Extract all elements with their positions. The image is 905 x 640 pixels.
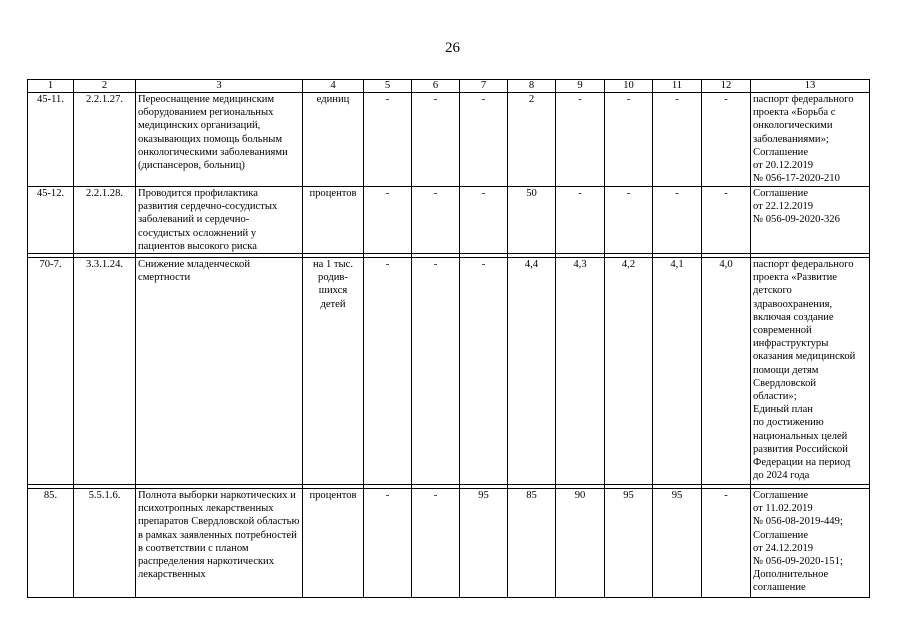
item-code: 2.2.1.27. — [74, 93, 136, 187]
unit-line: на 1 тыс. — [312, 259, 354, 271]
table-row — [28, 187, 870, 254]
source-line: Соглашение — [753, 188, 809, 199]
source-line: Соглашение — [753, 490, 809, 502]
value-cell: - — [364, 258, 412, 485]
source-line: соглашение — [753, 582, 806, 594]
unit: единиц — [303, 93, 364, 187]
source-line: современной — [753, 325, 812, 337]
value-cell: - — [605, 93, 653, 187]
item-code: 2.2.1.28. — [74, 187, 136, 254]
data-table — [27, 79, 870, 598]
source-line: национальных целей — [753, 430, 848, 442]
source-line: оказания медицинской — [753, 351, 856, 363]
source-line: до 2024 года — [753, 470, 810, 482]
item-code: 5.5.1.6. — [74, 489, 136, 598]
source-line: Дополнительное — [753, 569, 829, 581]
source-line: Соглашение — [753, 146, 809, 158]
source-line: № 056-09-2020-326 — [753, 214, 840, 226]
source-document — [751, 258, 870, 485]
header-cell: 11 — [653, 80, 702, 93]
value-cell: - — [556, 187, 605, 254]
value-cell: 85 — [508, 489, 556, 598]
value-cell: - — [412, 93, 460, 187]
source-line: заболеваниями»; — [753, 133, 829, 145]
unit-line: детей — [320, 298, 346, 310]
source-line: инфраструктуры — [753, 338, 829, 350]
value-cell: 4,4 — [508, 258, 556, 485]
value-cell: - — [702, 187, 751, 254]
unit: процентов — [303, 187, 364, 254]
value-cell: - — [702, 93, 751, 187]
table-row — [28, 489, 870, 598]
source-line: детского — [753, 285, 792, 297]
value-cell: 4,2 — [605, 258, 653, 485]
unit — [303, 258, 364, 485]
value-cell: 90 — [556, 489, 605, 598]
header-cell: 8 — [508, 80, 556, 93]
header-cell: 6 — [412, 80, 460, 93]
value-cell: - — [556, 93, 605, 187]
source-line: паспорт федерального — [753, 94, 854, 105]
value-cell: 50 — [508, 187, 556, 254]
unit-line: шихся — [318, 285, 348, 297]
value-cell: 4,0 — [702, 258, 751, 485]
value-cell: - — [460, 258, 508, 485]
header-cell: 1 — [28, 80, 74, 93]
page-number: 26 — [445, 40, 460, 56]
value-cell: - — [364, 489, 412, 598]
source-line: № 056-09-2020-151; — [753, 556, 843, 568]
value-cell: - — [653, 93, 702, 187]
source-line: развития Российской — [753, 443, 848, 455]
indicator-name: Переоснащение медицинским оборудованием региональных медицинских организаций, оказывающих помощь больным онкологическими заболеваниями (диспансеров, больниц) — [136, 93, 303, 187]
source-line: Федерации на период — [753, 457, 851, 469]
indicator-name: Снижение младенческой смертности — [136, 258, 303, 485]
header-cell: 2 — [74, 80, 136, 93]
header-cell: 3 — [136, 80, 303, 93]
value-cell: - — [702, 489, 751, 598]
header-cell: 5 — [364, 80, 412, 93]
source-line: проекта «Развитие — [753, 272, 837, 284]
value-cell: - — [460, 93, 508, 187]
value-cell: - — [460, 187, 508, 254]
indicator-name: Полнота выборки наркотических и психотропных лекарственных препаратов Свердловской областью в рамках заявленных потребностей в соответствии с планом распределения наркотических лекарственных — [136, 489, 303, 598]
source-line: Соглашение — [753, 529, 809, 541]
value-cell: 4,1 — [653, 258, 702, 485]
source-document — [751, 93, 870, 187]
source-document — [751, 187, 870, 254]
value-cell: - — [364, 93, 412, 187]
value-cell: - — [412, 258, 460, 485]
value-cell: 4,3 — [556, 258, 605, 485]
header-cell: 7 — [460, 80, 508, 93]
value-cell: 95 — [653, 489, 702, 598]
header-row — [28, 80, 870, 93]
source-line: области»; — [753, 391, 797, 403]
table-row — [28, 258, 870, 485]
row-number: 45-12. — [28, 187, 74, 254]
source-line: по достижению — [753, 417, 824, 429]
source-line: от 20.12.2019 — [753, 160, 814, 172]
header-cell: 4 — [303, 80, 364, 93]
indicator-name: Проводится профилактика развития сердечно-сосудистых заболеваний и сердечно-сосудистых осложнений у пациентов высокого риска — [136, 187, 303, 254]
row-number: 45-11. — [28, 93, 74, 187]
source-line: Свердловской — [753, 377, 817, 389]
header-cell: 9 — [556, 80, 605, 93]
source-line: № 056-08-2019-449; — [753, 516, 843, 528]
source-line: № 056-17-2020-210 — [753, 173, 840, 185]
header-cell: 12 — [702, 80, 751, 93]
value-cell: - — [364, 187, 412, 254]
source-line: проекта «Борьба с — [753, 107, 836, 119]
row-number: 70-7. — [28, 258, 74, 485]
row-number: 85. — [28, 489, 74, 598]
value-cell: 95 — [460, 489, 508, 598]
item-code: 3.3.1.24. — [74, 258, 136, 485]
source-line: паспорт федерального — [753, 259, 854, 271]
source-line: здравоохранения, — [753, 298, 833, 310]
header-cell: 10 — [605, 80, 653, 93]
source-document — [751, 489, 870, 598]
source-line: от 11.02.2019 — [753, 503, 813, 515]
value-cell: - — [412, 187, 460, 254]
value-cell: - — [605, 187, 653, 254]
header-cell: 13 — [751, 80, 870, 93]
source-line: от 22.12.2019 — [753, 201, 814, 213]
value-cell: 2 — [508, 93, 556, 187]
source-line: от 24.12.2019 — [753, 542, 814, 554]
source-line: онкологическими — [753, 120, 833, 132]
unit-line: родив- — [318, 272, 348, 284]
value-cell: 95 — [605, 489, 653, 598]
source-line: включая создание — [753, 311, 834, 323]
table-row — [28, 93, 870, 187]
source-line: помощи детям — [753, 364, 819, 376]
value-cell: - — [412, 489, 460, 598]
source-line: Единый план — [753, 404, 813, 416]
value-cell: - — [653, 187, 702, 254]
unit: процентов — [303, 489, 364, 598]
